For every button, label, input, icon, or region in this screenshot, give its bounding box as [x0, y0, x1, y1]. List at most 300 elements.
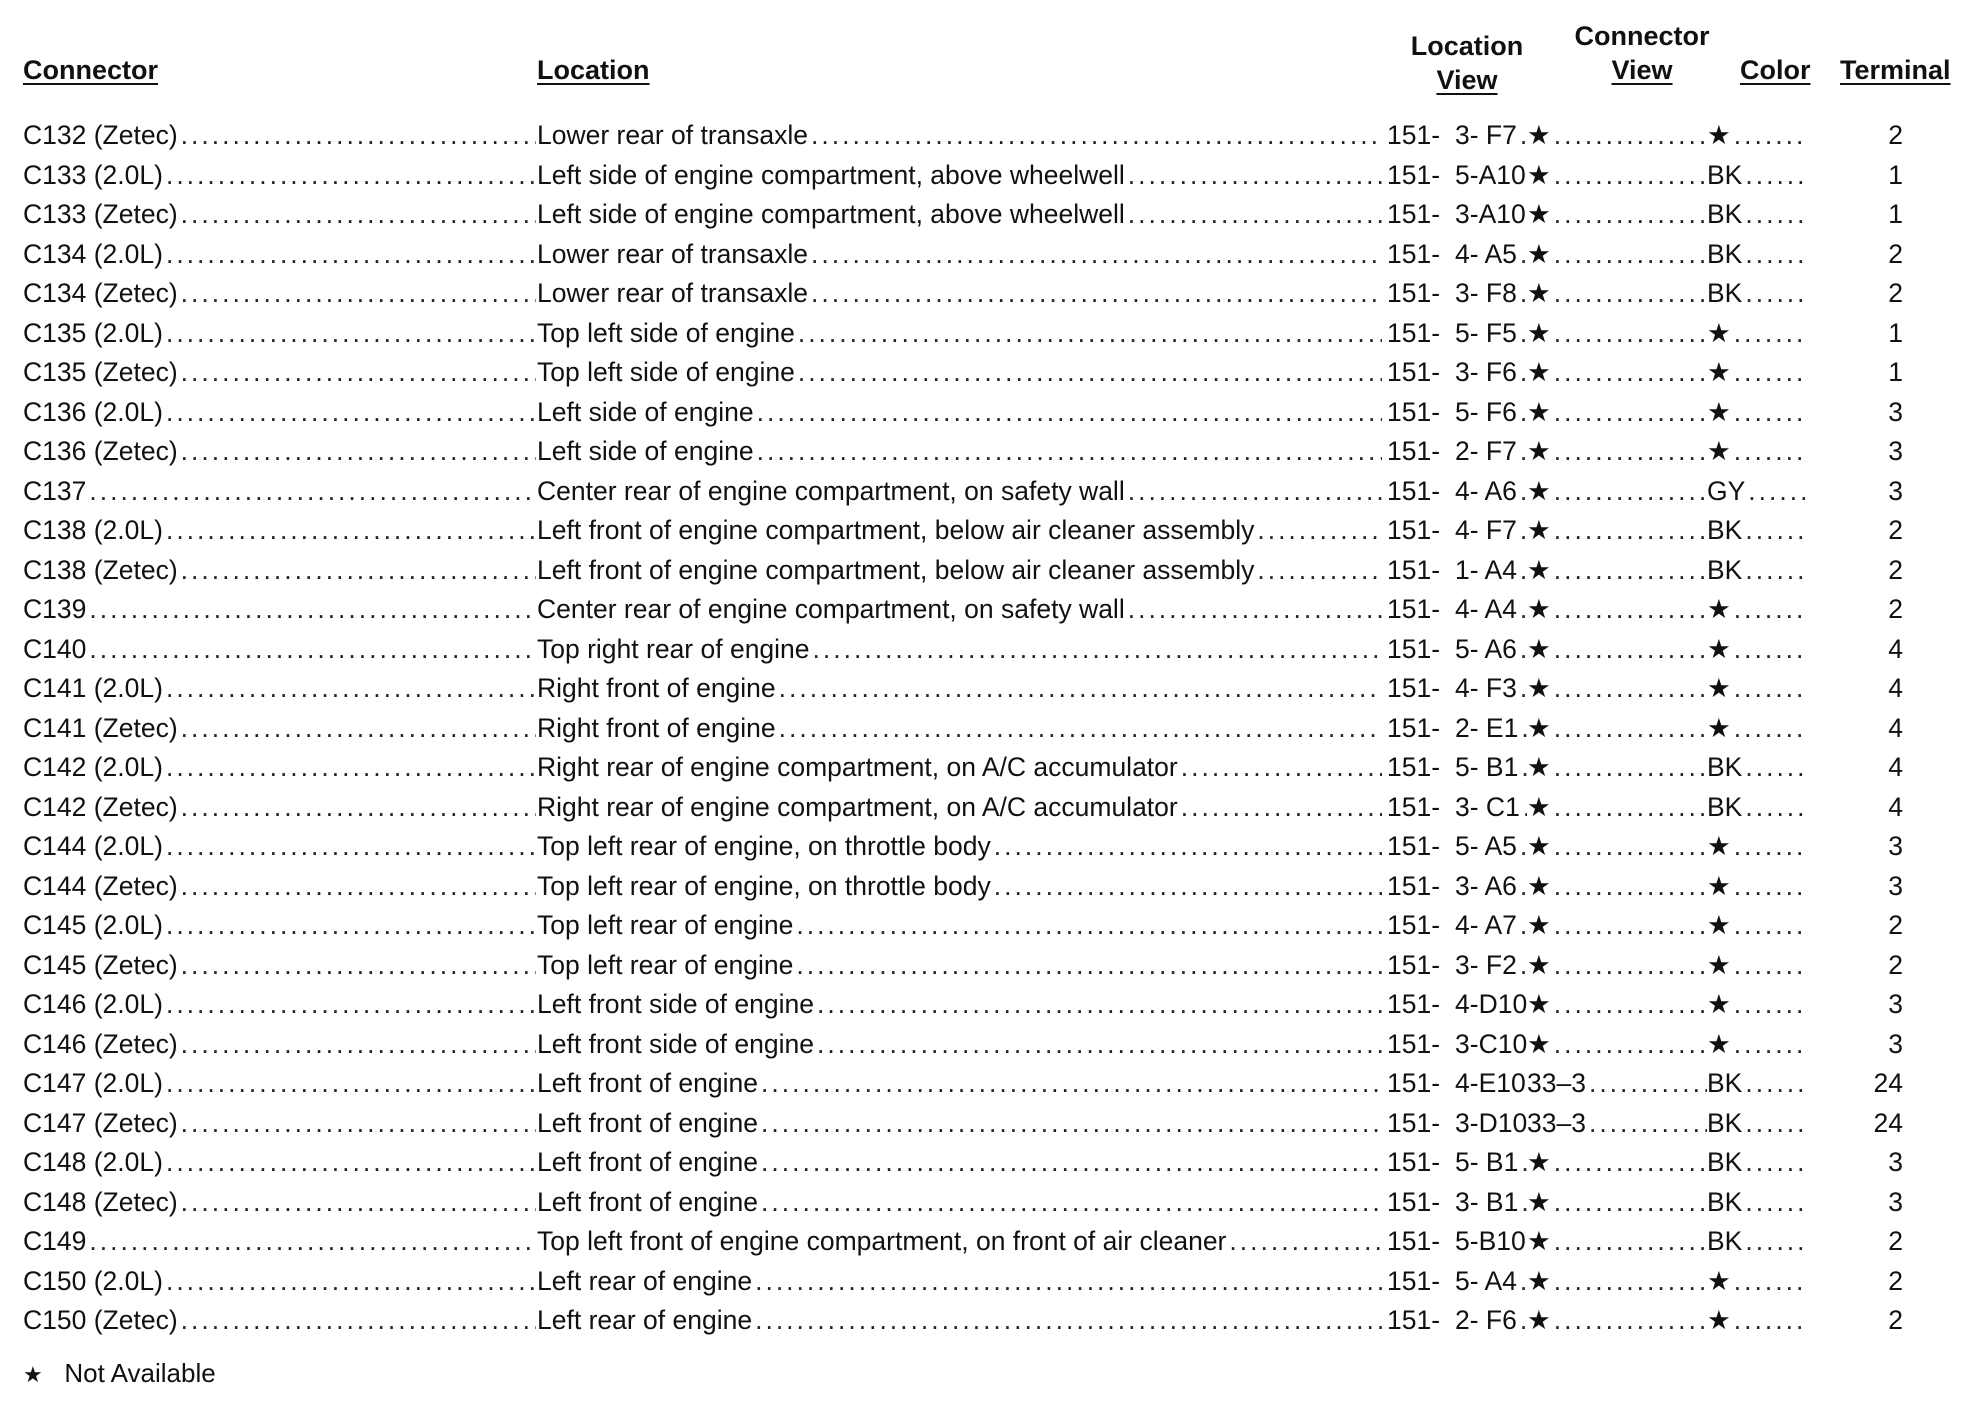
- leader-dots: [1554, 116, 1707, 156]
- color-cell: [1707, 590, 1807, 630]
- location-view-prefix: 151-: [1387, 594, 1441, 624]
- location-cell: [537, 195, 1382, 235]
- terminal-value: 24: [1873, 1107, 1903, 1138]
- table-row: [0, 1104, 1972, 1144]
- location-view-cell: [1455, 1064, 1527, 1104]
- location-view-cell: [1455, 1183, 1527, 1223]
- location-view-grid: 4- F7: [1455, 511, 1520, 551]
- connector-cell: [23, 551, 536, 591]
- table-row: [0, 511, 1972, 551]
- color-value: ★: [1707, 590, 1734, 630]
- connector-cell: [23, 1262, 536, 1302]
- leader-dots: [166, 906, 536, 946]
- location-view-grid: 2- F6: [1455, 1301, 1520, 1341]
- location-cell: [537, 867, 1382, 907]
- leader-dots: [1554, 827, 1707, 867]
- connector-view-value: ★: [1527, 985, 1554, 1025]
- connector-name: C140: [23, 630, 89, 670]
- connector-view-cell: [1527, 472, 1707, 512]
- color-cell: [1707, 946, 1807, 986]
- connector-name: C132 (Zetec): [23, 116, 181, 156]
- location-view-grid: 3-A10: [1455, 195, 1527, 235]
- connector-name: C146 (Zetec): [23, 1025, 181, 1065]
- connector-cell: [23, 195, 536, 235]
- leader-dots: [1745, 1143, 1807, 1183]
- leader-dots: [1745, 195, 1807, 235]
- table-row: [0, 274, 1972, 314]
- connector-view-cell: [1527, 906, 1707, 946]
- connector-view-value: ★: [1527, 827, 1554, 867]
- leader-dots: [1734, 353, 1807, 393]
- color-cell: [1707, 1183, 1807, 1223]
- location-text: Top left side of engine: [537, 353, 798, 393]
- connector-view-value: ★: [1527, 788, 1554, 828]
- leader-dots: [761, 1104, 1382, 1144]
- leader-dots: [1745, 511, 1807, 551]
- connector-view-value: ★: [1527, 472, 1554, 512]
- leader-dots: [813, 630, 1382, 670]
- connector-cell: [23, 1143, 536, 1183]
- location-view-prefix: 151-: [1387, 633, 1441, 664]
- location-view-prefix: 151-: [1387, 1147, 1441, 1177]
- location-view-cell: [1455, 432, 1527, 472]
- terminal-value: 2: [1888, 238, 1903, 269]
- leader-dots: [1257, 551, 1382, 591]
- color-value: ★: [1707, 432, 1734, 472]
- leader-dots: [1554, 156, 1707, 196]
- location-view-grid: 4-E10: [1455, 1064, 1527, 1104]
- leader-dots: [1745, 156, 1807, 196]
- leader-dots: [1734, 827, 1807, 867]
- color-cell: [1707, 827, 1807, 867]
- leader-dots: [796, 906, 1382, 946]
- leader-dots: [1554, 235, 1707, 275]
- location-text: Lower rear of transaxle: [537, 274, 811, 314]
- connector-name: C149: [23, 1222, 89, 1262]
- location-view-prefix: 151-: [1387, 949, 1441, 980]
- location-view-cell: [1455, 985, 1527, 1025]
- leader-dots: [1745, 748, 1807, 788]
- leader-dots: [1734, 1262, 1807, 1302]
- leader-dots: [181, 432, 536, 472]
- color-value: GY: [1707, 472, 1748, 512]
- connector-view-value: ★: [1527, 274, 1554, 314]
- leader-dots: [1520, 235, 1527, 275]
- leader-dots: [166, 235, 536, 275]
- location-text: Top left rear of engine, on throttle body: [537, 867, 994, 907]
- location-text: Left front of engine compartment, below air cleaner assembly: [537, 551, 1257, 591]
- location-cell: [537, 669, 1382, 709]
- location-view-grid: 4- A4: [1455, 590, 1520, 630]
- connector-view-value: ★: [1527, 1025, 1554, 1065]
- location-view-prefix: 151-: [1387, 910, 1441, 940]
- leader-dots: [1734, 1025, 1807, 1065]
- leader-dots: [796, 946, 1382, 986]
- location-view-cell: [1455, 1025, 1527, 1065]
- table-row: [0, 1183, 1972, 1223]
- color-value: ★: [1707, 1025, 1734, 1065]
- location-view-grid: 5- A5: [1455, 827, 1520, 867]
- color-cell: [1707, 709, 1807, 749]
- connector-view-value: 33–3: [1527, 1104, 1589, 1144]
- leader-dots: [1554, 1222, 1707, 1262]
- connector-view-cell: [1527, 630, 1707, 670]
- table-row: [0, 748, 1972, 788]
- connector-cell: [23, 1301, 536, 1341]
- leader-dots: [166, 669, 536, 709]
- connector-cell: [23, 235, 536, 275]
- connector-name: C150 (Zetec): [23, 1301, 181, 1341]
- header-connector-view: [1567, 19, 1717, 87]
- leader-dots: [1128, 590, 1382, 630]
- location-view-prefix: 151-: [1387, 989, 1441, 1019]
- location-view-grid: 5- B1: [1455, 748, 1521, 788]
- location-view-cell: [1455, 906, 1527, 946]
- table-row: [0, 985, 1972, 1025]
- location-cell: [537, 551, 1382, 591]
- leader-dots: [817, 985, 1382, 1025]
- leader-dots: [1734, 985, 1807, 1025]
- connector-cell: [23, 156, 536, 196]
- location-view-grid: 4- A5: [1455, 235, 1520, 275]
- color-cell: [1707, 116, 1807, 156]
- leader-dots: [1554, 511, 1707, 551]
- color-cell: [1707, 1301, 1807, 1341]
- terminal-value: 2: [1888, 278, 1903, 308]
- leader-dots: [1554, 946, 1707, 986]
- color-value: BK: [1707, 1104, 1745, 1144]
- connector-view-cell: [1527, 353, 1707, 393]
- leader-dots: [1554, 274, 1707, 314]
- color-cell: [1707, 472, 1807, 512]
- color-cell: [1707, 393, 1807, 433]
- connector-name: C144 (Zetec): [23, 867, 181, 907]
- connector-cell: [23, 274, 536, 314]
- color-value: BK: [1707, 195, 1745, 235]
- color-cell: [1707, 1064, 1807, 1104]
- connector-view-cell: [1527, 985, 1707, 1025]
- color-value: ★: [1707, 353, 1734, 393]
- connector-view-cell: [1527, 195, 1707, 235]
- color-cell: [1707, 511, 1807, 551]
- connector-view-cell: [1527, 1104, 1707, 1144]
- location-view-prefix: 151-: [1387, 673, 1441, 703]
- location-text: Right front of engine: [537, 669, 779, 709]
- leader-dots: [89, 630, 536, 670]
- color-value: BK: [1707, 551, 1745, 591]
- footnote-text: Not Available: [64, 1358, 216, 1388]
- leader-dots: [1520, 1301, 1527, 1341]
- table-row: [0, 1301, 1972, 1341]
- table-row: [0, 551, 1972, 591]
- leader-dots: [1554, 748, 1707, 788]
- location-view-prefix: 151-: [1387, 1186, 1441, 1217]
- location-cell: [537, 1183, 1382, 1223]
- location-view-cell: [1455, 1104, 1527, 1144]
- location-cell: [537, 827, 1382, 867]
- table-row: [0, 472, 1972, 512]
- location-view-grid: 3- B1: [1455, 1183, 1521, 1223]
- star-icon: ★: [23, 1362, 43, 1387]
- terminal-value: 3: [1888, 989, 1903, 1019]
- connector-name: C145 (Zetec): [23, 946, 181, 986]
- leader-dots: [1554, 669, 1707, 709]
- location-view-grid: 3- F2: [1455, 946, 1520, 986]
- location-view-cell: [1455, 748, 1527, 788]
- leader-dots: [1554, 472, 1707, 512]
- location-view-grid: 4- F3: [1455, 669, 1520, 709]
- location-view-prefix: 151-: [1387, 554, 1441, 585]
- location-view-cell: [1455, 393, 1527, 433]
- leader-dots: [1554, 1301, 1707, 1341]
- color-cell: [1707, 353, 1807, 393]
- connector-view-cell: [1527, 1301, 1707, 1341]
- connector-view-cell: [1527, 393, 1707, 433]
- color-cell: [1707, 630, 1807, 670]
- leader-dots: [1554, 195, 1707, 235]
- connector-name: C139: [23, 590, 89, 630]
- table-row: [0, 1222, 1972, 1262]
- location-view-prefix: 151-: [1387, 238, 1441, 269]
- leader-dots: [1745, 551, 1807, 591]
- location-view-prefix: 151-: [1387, 199, 1441, 229]
- location-cell: [537, 393, 1382, 433]
- connector-view-cell: [1527, 748, 1707, 788]
- leader-dots: [811, 274, 1382, 314]
- leader-dots: [1734, 630, 1807, 670]
- location-view-cell: [1455, 788, 1527, 828]
- leader-dots: [166, 1262, 536, 1302]
- leader-dots: [994, 827, 1382, 867]
- location-text: Left rear of engine: [537, 1301, 755, 1341]
- location-view-grid: 5- B1: [1455, 1143, 1521, 1183]
- leader-dots: [1554, 709, 1707, 749]
- location-view-prefix: 151-: [1387, 1226, 1441, 1256]
- location-cell: [537, 906, 1382, 946]
- connector-cell: [23, 1064, 536, 1104]
- location-text: Left rear of engine: [537, 1262, 755, 1302]
- leader-dots: [1520, 1262, 1527, 1302]
- connector-name: C147 (2.0L): [23, 1064, 166, 1104]
- connector-name: C134 (2.0L): [23, 235, 166, 275]
- color-cell: [1707, 1222, 1807, 1262]
- terminal-value: 3: [1888, 1147, 1903, 1177]
- location-cell: [537, 590, 1382, 630]
- table-row: [0, 393, 1972, 433]
- connector-view-value: ★: [1527, 432, 1554, 472]
- location-text: Left front of engine: [537, 1104, 761, 1144]
- leader-dots: [1554, 867, 1707, 907]
- location-view-grid: 5- F6: [1455, 393, 1520, 433]
- terminal-value: 1: [1888, 199, 1903, 229]
- connector-cell: [23, 906, 536, 946]
- location-text: Top left rear of engine: [537, 946, 796, 986]
- leader-dots: [1745, 788, 1807, 828]
- location-view-grid: 5- A6: [1455, 630, 1520, 670]
- leader-dots: [994, 867, 1382, 907]
- leader-dots: [1554, 788, 1707, 828]
- leader-dots: [1554, 353, 1707, 393]
- terminal-value: 2: [1888, 910, 1903, 940]
- connector-view-value: ★: [1527, 353, 1554, 393]
- leader-dots: [166, 1143, 536, 1183]
- color-cell: [1707, 985, 1807, 1025]
- location-text: Lower rear of transaxle: [537, 116, 811, 156]
- connector-view-value: ★: [1527, 590, 1554, 630]
- leader-dots: [1745, 1064, 1807, 1104]
- connector-view-cell: [1527, 1262, 1707, 1302]
- location-view-prefix: 151-: [1387, 831, 1441, 861]
- leader-dots: [761, 1064, 1382, 1104]
- leader-dots: [1554, 590, 1707, 630]
- leader-dots: [1554, 985, 1707, 1025]
- location-view-cell: [1455, 156, 1527, 196]
- location-view-prefix: 151-: [1387, 870, 1441, 901]
- leader-dots: [1554, 432, 1707, 472]
- connector-cell: [23, 590, 536, 630]
- leader-dots: [1734, 867, 1807, 907]
- connector-cell: [23, 432, 536, 472]
- connector-view-value: ★: [1527, 1262, 1554, 1302]
- connector-name: C142 (2.0L): [23, 748, 166, 788]
- table-row: [0, 353, 1972, 393]
- location-text: Lower rear of transaxle: [537, 235, 811, 275]
- location-view-cell: [1455, 709, 1527, 749]
- location-text: Left front side of engine: [537, 985, 817, 1025]
- leader-dots: [1257, 511, 1382, 551]
- connector-name: C141 (2.0L): [23, 669, 166, 709]
- location-view-cell: [1455, 235, 1527, 275]
- connector-name: C133 (2.0L): [23, 156, 166, 196]
- location-text: Center rear of engine compartment, on safety wall: [537, 472, 1128, 512]
- connector-name: C145 (2.0L): [23, 906, 166, 946]
- location-text: Left side of engine: [537, 393, 757, 433]
- location-cell: [537, 748, 1382, 788]
- leader-dots: [1734, 590, 1807, 630]
- connector-cell: [23, 511, 536, 551]
- location-cell: [537, 1104, 1382, 1144]
- leader-dots: [779, 709, 1382, 749]
- connector-name: C136 (Zetec): [23, 432, 181, 472]
- location-cell: [537, 432, 1382, 472]
- connector-name: C146 (2.0L): [23, 985, 166, 1025]
- location-view-prefix: 151-: [1387, 278, 1441, 308]
- connector-view-value: ★: [1527, 867, 1554, 907]
- location-cell: [537, 353, 1382, 393]
- connector-view-value: ★: [1527, 195, 1554, 235]
- connector-view-cell: [1527, 1143, 1707, 1183]
- connector-view-value: ★: [1527, 1183, 1554, 1223]
- connector-name: C148 (Zetec): [23, 1183, 181, 1223]
- table-row: [0, 827, 1972, 867]
- color-value: ★: [1707, 867, 1734, 907]
- leader-dots: [1734, 946, 1807, 986]
- leader-dots: [89, 590, 536, 630]
- connector-cell: [23, 748, 536, 788]
- location-cell: [537, 274, 1382, 314]
- leader-dots: [1734, 393, 1807, 433]
- location-cell: [537, 472, 1382, 512]
- connector-cell: [23, 946, 536, 986]
- header-connector-view-line2: View: [1611, 55, 1673, 85]
- location-view-prefix: 151-: [1387, 1107, 1441, 1138]
- connector-view-cell: [1527, 551, 1707, 591]
- connector-view-cell: [1527, 1025, 1707, 1065]
- terminal-value: 1: [1888, 357, 1903, 387]
- color-value: ★: [1707, 1262, 1734, 1302]
- leader-dots: [1554, 1025, 1707, 1065]
- color-value: BK: [1707, 235, 1745, 275]
- table-row: [0, 314, 1972, 354]
- connector-name: C136 (2.0L): [23, 393, 166, 433]
- connector-name: C135 (2.0L): [23, 314, 166, 354]
- location-view-cell: [1455, 1143, 1527, 1183]
- location-view-prefix: 151-: [1387, 1028, 1441, 1059]
- table-row: [0, 1025, 1972, 1065]
- leader-dots: [1745, 1222, 1807, 1262]
- color-cell: [1707, 1025, 1807, 1065]
- connector-name: C135 (Zetec): [23, 353, 181, 393]
- leader-dots: [1520, 393, 1527, 433]
- location-view-cell: [1455, 195, 1527, 235]
- terminal-value: 4: [1888, 673, 1903, 703]
- terminal-value: 2: [1888, 949, 1903, 980]
- terminal-value: 3: [1888, 1028, 1903, 1059]
- leader-dots: [181, 1183, 536, 1223]
- leader-dots: [1745, 235, 1807, 275]
- leader-dots: [761, 1183, 1382, 1223]
- color-value: BK: [1707, 274, 1745, 314]
- location-view-prefix: 151-: [1387, 436, 1441, 466]
- table-row: [0, 709, 1972, 749]
- location-view-prefix: 151-: [1387, 396, 1441, 427]
- connector-view-value: ★: [1527, 906, 1554, 946]
- table-row: [0, 1262, 1972, 1302]
- location-text: Top right rear of engine: [537, 630, 813, 670]
- leader-dots: [166, 985, 536, 1025]
- leader-dots: [811, 116, 1382, 156]
- leader-dots: [166, 156, 536, 196]
- location-text: Left side of engine compartment, above wheelwell: [537, 156, 1128, 196]
- leader-dots: [1181, 748, 1382, 788]
- color-value: ★: [1707, 1301, 1734, 1341]
- location-view-prefix: 151-: [1387, 712, 1441, 743]
- color-value: ★: [1707, 709, 1734, 749]
- terminal-value: 2: [1888, 594, 1903, 624]
- table-row: [0, 590, 1972, 630]
- connector-view-cell: [1527, 274, 1707, 314]
- header-terminal: Terminal: [1840, 55, 1951, 85]
- color-cell: [1707, 748, 1807, 788]
- leader-dots: [1128, 195, 1382, 235]
- location-view-prefix: 151-: [1387, 317, 1441, 348]
- location-view-prefix: 151-: [1387, 791, 1441, 822]
- connector-view-value: ★: [1527, 235, 1554, 275]
- color-value: ★: [1707, 630, 1734, 670]
- location-view-cell: [1455, 472, 1527, 512]
- connector-name: C133 (Zetec): [23, 195, 181, 235]
- location-text: Left front of engine compartment, below air cleaner assembly: [537, 511, 1257, 551]
- location-cell: [537, 1222, 1382, 1262]
- leader-dots: [1229, 1222, 1382, 1262]
- connector-view-cell: [1527, 1064, 1707, 1104]
- location-view-prefix: 151-: [1387, 159, 1441, 190]
- connector-cell: [23, 709, 536, 749]
- leader-dots: [1520, 314, 1527, 354]
- leader-dots: [1554, 630, 1707, 670]
- terminal-value: 2: [1888, 1265, 1903, 1296]
- color-value: ★: [1707, 314, 1734, 354]
